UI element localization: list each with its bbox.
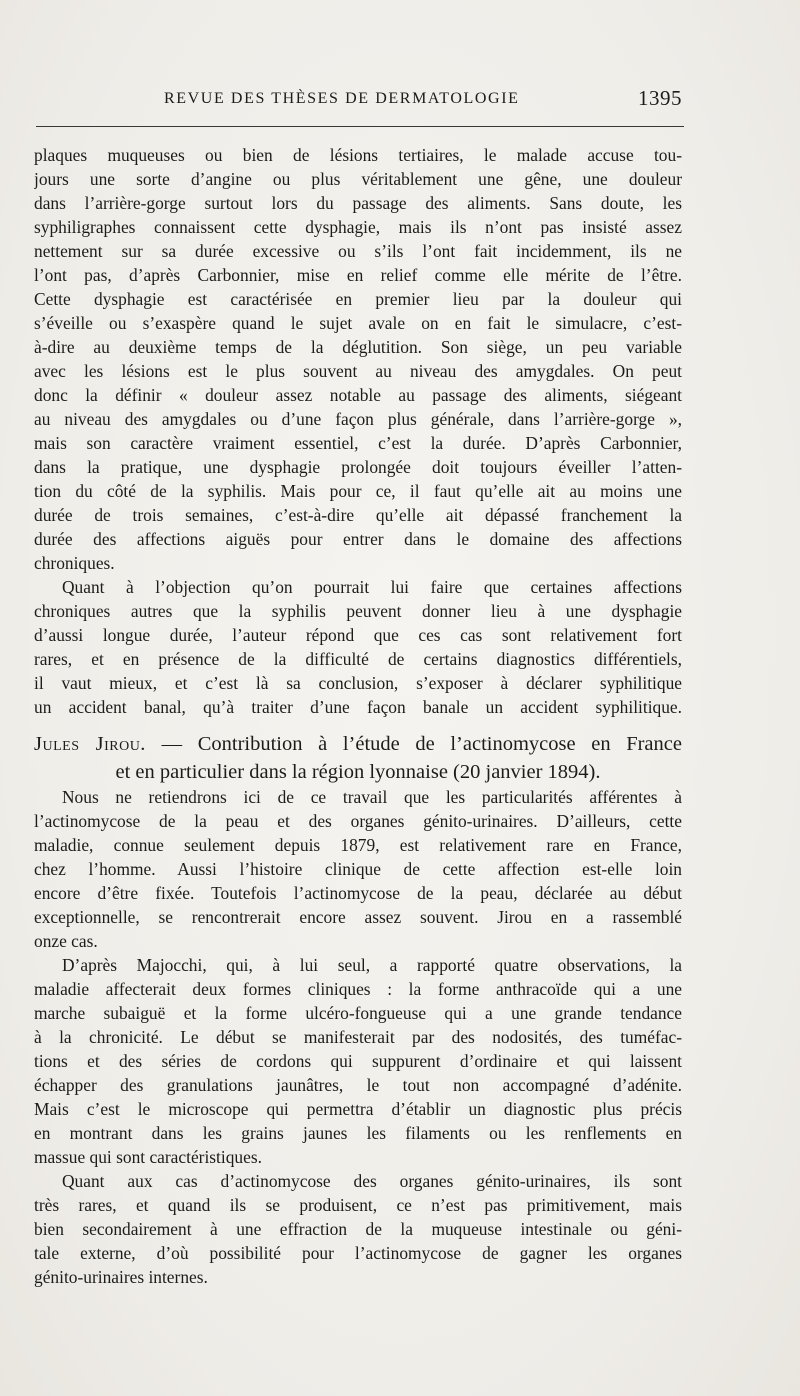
text-line: bien secondairement à une effraction de la muqueuse intestinale ou géni-	[34, 1219, 682, 1239]
text-line: l’actinomycose de la peau et des organes génito-urinaires. D’ailleurs, cette	[34, 811, 682, 831]
paragraph-majocchi	[34, 953, 682, 1169]
text-line: dans l’arrière-gorge surtout lors du passage des aliments. Sans doute, les	[34, 193, 682, 213]
text-line: Cette dysphagie est caractérisée en premier lieu par la douleur qui	[34, 289, 682, 309]
text-line: jours une sorte d’angine ou plus véritablement une gêne, une douleur	[34, 169, 682, 189]
text-line: syphiligraphes connaissent cette dysphagie, mais ils n’ont pas insisté assez	[34, 217, 682, 237]
text-line: Mais c’est le microscope qui permettra d’établir un diagnostic plus précis	[34, 1099, 682, 1119]
text-line: D’après Majocchi, qui, à lui seul, a rapporté quatre observations, la	[62, 955, 682, 975]
text-line: Nous ne retiendrons ici de ce travail que les particularités afférentes à	[62, 787, 682, 807]
text-line: durée des affections aiguës pour entrer dans le domaine des affections	[34, 529, 682, 549]
paragraph-genito-urinaires	[34, 1169, 682, 1289]
text-line: tions et des séries de cordons qui suppurent d’ordinaire et qui laissent	[34, 1051, 682, 1071]
text-line: chroniques autres que la syphilis peuvent donner lieu à une dysphagie	[34, 601, 682, 621]
text-line: un accident banal, qu’à traiter d’une façon banale un accident syphilitique.	[34, 697, 682, 717]
text-line: dans la pratique, une dysphagie prolongée doit toujours éveiller l’atten-	[34, 457, 682, 477]
body-text-bottom	[34, 785, 682, 1289]
text-line: en montrant dans les grains jaunes les filaments ou les renflements en	[34, 1123, 682, 1143]
text-line: avec les lésions est le plus souvent au niveau des amygdales. On peut	[34, 361, 682, 381]
text-line: exceptionnelle, se rencontrerait encore assez souvent. Jirou en a rassemblé	[34, 907, 682, 927]
text-line: au niveau des amygdales ou d’une façon plus générale, dans l’arrière-gorge »,	[34, 409, 682, 429]
text-line: l’ont pas, d’après Carbonnier, mise en relief comme elle mérite de l’être.	[34, 265, 682, 285]
text-line: onze cas.	[34, 931, 98, 951]
text-line: chroniques.	[34, 553, 115, 573]
text-line: marche subaiguë et la forme ulcéro-fongueuse qui a une grande tendance	[34, 1003, 682, 1023]
text-line: rares, et en présence de la difficulté de certains diagnostics différentiels,	[34, 649, 682, 669]
text-line: massue qui sont caractéristiques.	[34, 1147, 262, 1167]
text-line: chez l’homme. Aussi l’histoire clinique de cette affection est-elle loin	[34, 859, 682, 879]
text-line: à la chronicité. Le début se manifesterait par des nodosités, des tuméfac-	[34, 1027, 682, 1047]
section-heading	[34, 730, 682, 786]
text-line: nettement sur sa durée excessive ou s’ils l’ont fait incidemment, ils ne	[34, 241, 682, 261]
text-line: mais son caractère vraiment essentiel, c’est la durée. D’après Carbonnier,	[34, 433, 682, 453]
text-line: s’éveille ou s’exaspère quand le sujet avale on en fait le simulacre, c’est-	[34, 313, 682, 333]
running-title: REVUE DES THÈSES DE DERMATOLOGIE	[164, 90, 520, 107]
heading-title-part-1: — Contribution à l’étude de l’actinomycose en France	[145, 733, 682, 755]
body-text-top	[34, 143, 682, 719]
text-line: Quant aux cas d’actinomycose des organes génito-urinaires, ils sont	[62, 1171, 682, 1191]
paragraph-dysphagia	[34, 143, 682, 575]
text-line: d’aussi longue durée, l’auteur répond que ces cas sont relativement fort	[34, 625, 682, 645]
text-line: maladie, connue seulement depuis 1879, est relativement rare en France,	[34, 835, 682, 855]
page-number: 1395	[638, 86, 682, 110]
text-line: génito-urinaires internes.	[34, 1267, 208, 1287]
author-name: Jules Jirou.	[34, 733, 146, 755]
heading-line-2: et en particulier dans la région lyonnaise (20 janvier 1894).	[115, 761, 601, 783]
text-line: tale externe, d’où possibilité pour l’actinomycose de gagner les organes	[34, 1243, 682, 1263]
header-rule	[36, 126, 684, 127]
text-line: plaques muqueuses ou bien de lésions tertiaires, le malade accuse tou-	[34, 145, 682, 165]
running-head	[34, 86, 682, 112]
text-line: encore d’être fixée. Toutefois l’actinomycose de la peau, déclarée au début	[34, 883, 682, 903]
text-line: Quant à l’objection qu’on pourrait lui faire que certaines affections	[62, 577, 682, 597]
text-line: échapper des granulations jaunâtres, le tout non accompagné d’adénite.	[34, 1075, 682, 1095]
text-line: donc la définir « douleur assez notable au passage des aliments, siégeant	[34, 385, 682, 405]
text-line: il vaut mieux, et c’est là sa conclusion, s’exposer à déclarer syphilitique	[34, 673, 682, 693]
text-line: maladie affecterait deux formes cliniques : la forme anthracoïde qui a une	[34, 979, 682, 999]
text-line: durée de trois semaines, c’est-à-dire qu’elle ait dépassé franchement la	[34, 505, 682, 525]
paragraph-objection	[34, 575, 682, 719]
heading-line-1	[34, 730, 682, 758]
text-line: très rares, et quand ils se produisent, ce n’est pas primitivement, mais	[34, 1195, 682, 1215]
paragraph-actinomycose-intro	[34, 785, 682, 953]
text-line: tion du côté de la syphilis. Mais pour ce, il faut qu’elle ait au moins une	[34, 481, 682, 501]
text-line: à-dire au deuxième temps de la déglutition. Son siège, un peu variable	[34, 337, 682, 357]
